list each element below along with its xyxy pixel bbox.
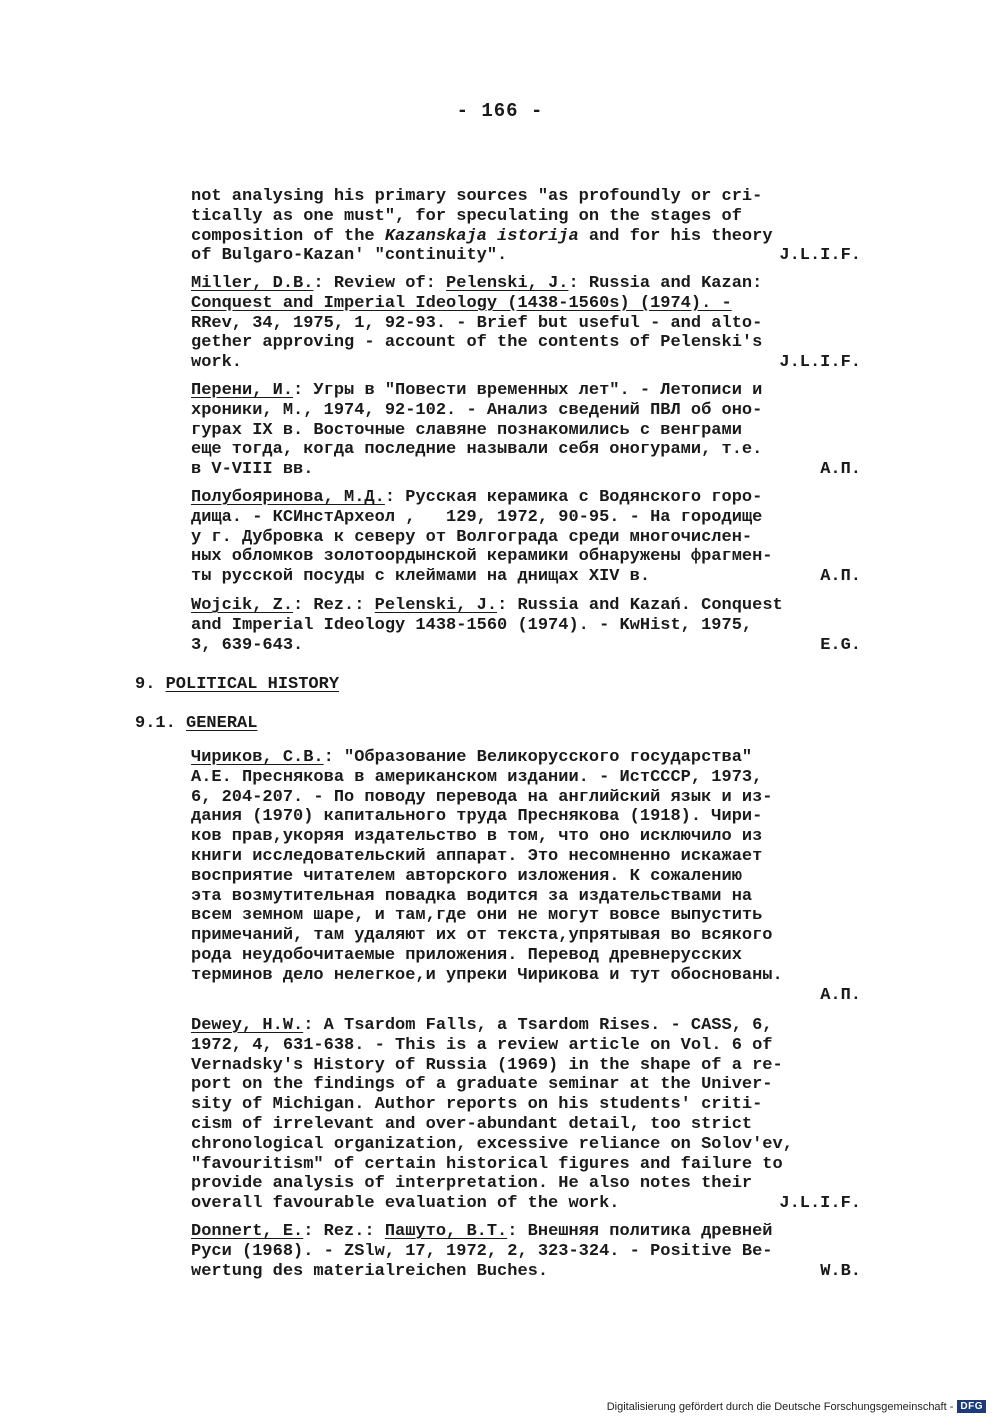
entry-line: "favouritism" of certain historical figures and failure to xyxy=(191,1154,783,1174)
line-text: : Rez.: xyxy=(293,596,375,615)
entry-line: ных обломков золотоордынской керамики обнаружены фрагмен- xyxy=(191,547,773,567)
entry-line xyxy=(191,1262,871,1282)
entry-line: у г. Дубровка к северу от Волгограда среди многочислен- xyxy=(191,527,753,547)
entry-line: cism of irrelevant and over-abundant detail, too strict xyxy=(191,1114,753,1134)
line-text: : Угры в "Повести временных лет". - Летописи и xyxy=(293,381,763,400)
entry-line: всем земном шаре, и там,где они не могут вовсе выпустить xyxy=(191,906,763,926)
entry-line: sity of Michigan. Author reports on his students' criti- xyxy=(191,1095,763,1115)
reviewed-author: Pelenski, J. xyxy=(446,274,569,293)
author-name: Dewey, H.W. xyxy=(191,1016,304,1035)
line-text: 3, 639-643. xyxy=(191,635,304,655)
author-name: Перени, И. xyxy=(191,381,294,400)
entry-line: Руси (1968). - ZSlw, 17, 1972, 2, 323-324. - Positive Be- xyxy=(191,1241,773,1261)
reviewer-signature: J.L.I.F. xyxy=(779,353,861,373)
entry-line: tically as one must", for speculating on the stages of xyxy=(191,206,742,226)
entry-line: эта возмутительная повадка водится за издательствами на xyxy=(191,886,753,906)
line-text: composition of the xyxy=(191,226,385,246)
line-text: : Review of: xyxy=(313,274,447,293)
author-name: Чириков, С.В. xyxy=(191,748,324,767)
entry-line xyxy=(191,1016,871,1036)
author-name: Полубояринова, М.Д. xyxy=(191,488,385,507)
entry-line: RRev, 34, 1975, 1, 92-93. - Brief but useful - and alto- xyxy=(191,313,763,333)
page-number: - 166 - xyxy=(456,100,544,122)
entry-wojcik xyxy=(191,596,871,655)
author-name: Miller, D.B. xyxy=(191,274,314,293)
entry-line: дища. - КСИнстАрхеол , 129, 1972, 90-95. - На городище xyxy=(191,507,763,527)
reviewer-signature: J.L.I.F. xyxy=(779,1194,861,1214)
reviewer-signature: А.П. xyxy=(820,567,861,587)
entry-line: port on the findings of a graduate seminar at the Univer- xyxy=(191,1075,773,1095)
reviewed-author: Пашуто, В.Т. xyxy=(384,1222,508,1241)
entry-line: 6, 204-207. - По поводу перевода на английский язык и из- xyxy=(191,787,773,807)
section-title: GENERAL xyxy=(186,714,258,733)
entry-line: примечаний, там удаляют их от текста,упрятывая во всякого xyxy=(191,926,773,946)
entry-line: not analysing his primary sources "as profoundly or cri- xyxy=(191,187,763,206)
entry-pereni xyxy=(191,381,871,480)
entry-line: Conquest and Imperial Ideology (1438-1560s) (1974). - xyxy=(191,293,732,313)
entry-line xyxy=(191,460,871,480)
digitization-footer xyxy=(607,1400,986,1413)
entry-line: chronological organization, excessive reliance on Solov'ev, xyxy=(191,1134,793,1154)
reviewer-signature: W.B. xyxy=(820,1261,861,1281)
entry-line: gether approving - account of the contents of Pelenski's xyxy=(191,333,763,353)
line-text: в V-VIII вв. xyxy=(191,460,314,480)
section-number: 9.1. xyxy=(135,714,187,733)
entry-line xyxy=(191,986,871,1006)
entry-line: рода неудобочитаемые приложения. Перевод древнерусских xyxy=(191,945,742,965)
entry-line: восприятие читателем авторского изложения. К сожалению xyxy=(191,866,742,886)
entry-donnert xyxy=(191,1222,871,1281)
entry-miller xyxy=(191,274,871,373)
reviewer-signature: А.П. xyxy=(820,460,861,480)
footer-text: Digitalisierung gefördert durch die Deutsche Forschungsgemeinschaft - xyxy=(606,1400,954,1413)
line-text: : A Tsardom Falls, a Tsardom Rises. - CASS, 6, xyxy=(303,1016,773,1035)
entry-line: дания (1970) капитального труда Преснякова (1918). Чири- xyxy=(191,807,763,827)
entry-line xyxy=(191,1222,871,1242)
section-heading-general xyxy=(135,714,257,733)
entry-line xyxy=(191,381,871,401)
entry-line xyxy=(191,748,871,768)
entry-line: Vernadsky's History of Russia (1969) in the shape of a re- xyxy=(191,1055,783,1075)
entry-polubojarinova xyxy=(191,488,871,587)
entry-line xyxy=(191,1194,871,1214)
line-text: and for his theory xyxy=(578,226,773,246)
section-heading-political-history xyxy=(135,675,339,694)
entry-line: 1972, 4, 631-638. - This is a review article on Vol. 6 of xyxy=(191,1035,773,1055)
entry-line xyxy=(191,567,871,587)
reviewer-signature: А.П. xyxy=(820,985,861,1005)
title-italic: Kazanskaja istorija xyxy=(384,226,579,246)
reviewer-signature: E.G. xyxy=(820,635,861,655)
entry-line: еще тогда, когда последние называли себя оногурами, т.е. xyxy=(191,440,763,460)
author-name: Wojcik, Z. xyxy=(191,596,294,615)
line-text: : Russia and Kazań. Conquest xyxy=(497,596,783,615)
entry-line xyxy=(191,353,871,373)
line-text: ты русской посуды с клеймами на днищах XIV в. xyxy=(191,567,651,587)
section-number: 9. xyxy=(135,675,166,694)
entry-line: ков прав,укоряя издательство в том, что оно исключило из xyxy=(191,827,763,847)
entry-line: терминов дело нелегкое,и упреки Чирикова и тут обоснованы. xyxy=(191,965,783,985)
section-title: POLITICAL HISTORY xyxy=(165,675,340,694)
entry-line xyxy=(191,274,871,294)
reviewed-author: Pelenski, J. xyxy=(374,596,498,615)
line-text: : Русская керамика с Водянского горо- xyxy=(384,488,763,507)
entry-line xyxy=(191,246,871,266)
author-name: Donnert, E. xyxy=(191,1222,304,1241)
reviewer-signature: J.L.I.F. xyxy=(779,246,861,266)
entry-line: and Imperial Ideology 1438-1560 (1974). - KwHist, 1975, xyxy=(191,615,753,635)
line-text: : Rez.: xyxy=(303,1222,385,1241)
entry-line xyxy=(191,636,871,656)
entry-line xyxy=(191,596,871,616)
line-text: wertung des materialreichen Buches. xyxy=(191,1261,549,1281)
line-text: : "Образование Великорусского государства" xyxy=(323,748,753,767)
entry-line xyxy=(191,488,871,508)
entry-line: гурах IX в. Восточные славяне познакомились с венграми xyxy=(191,420,742,440)
entry-line: книги исследовательский аппарат. Это несомненно искажает xyxy=(191,846,763,866)
line-text: : Внешняя политика древней xyxy=(507,1222,773,1241)
entry-line: хроники, М., 1974, 92-102. - Анализ сведений ПВЛ об оно- xyxy=(191,400,763,420)
line-text: : Russia and Kazan: xyxy=(568,274,763,293)
line-text: of Bulgaro-Kazan' "continuity". xyxy=(191,246,508,266)
entry-dewey xyxy=(191,1016,871,1214)
entry-continuation xyxy=(191,187,871,266)
line-text: overall favourable evaluation of the work. xyxy=(191,1194,620,1214)
entry-chirikov xyxy=(191,748,871,1005)
entry-line xyxy=(191,227,871,247)
line-text: work. xyxy=(191,353,243,373)
entry-line: provide analysis of interpretation. He also notes their xyxy=(191,1174,753,1194)
entry-line: А.Е. Преснякова в американском издании. - ИстСССР, 1973, xyxy=(191,767,763,787)
dfg-logo: DFG xyxy=(957,1400,986,1413)
